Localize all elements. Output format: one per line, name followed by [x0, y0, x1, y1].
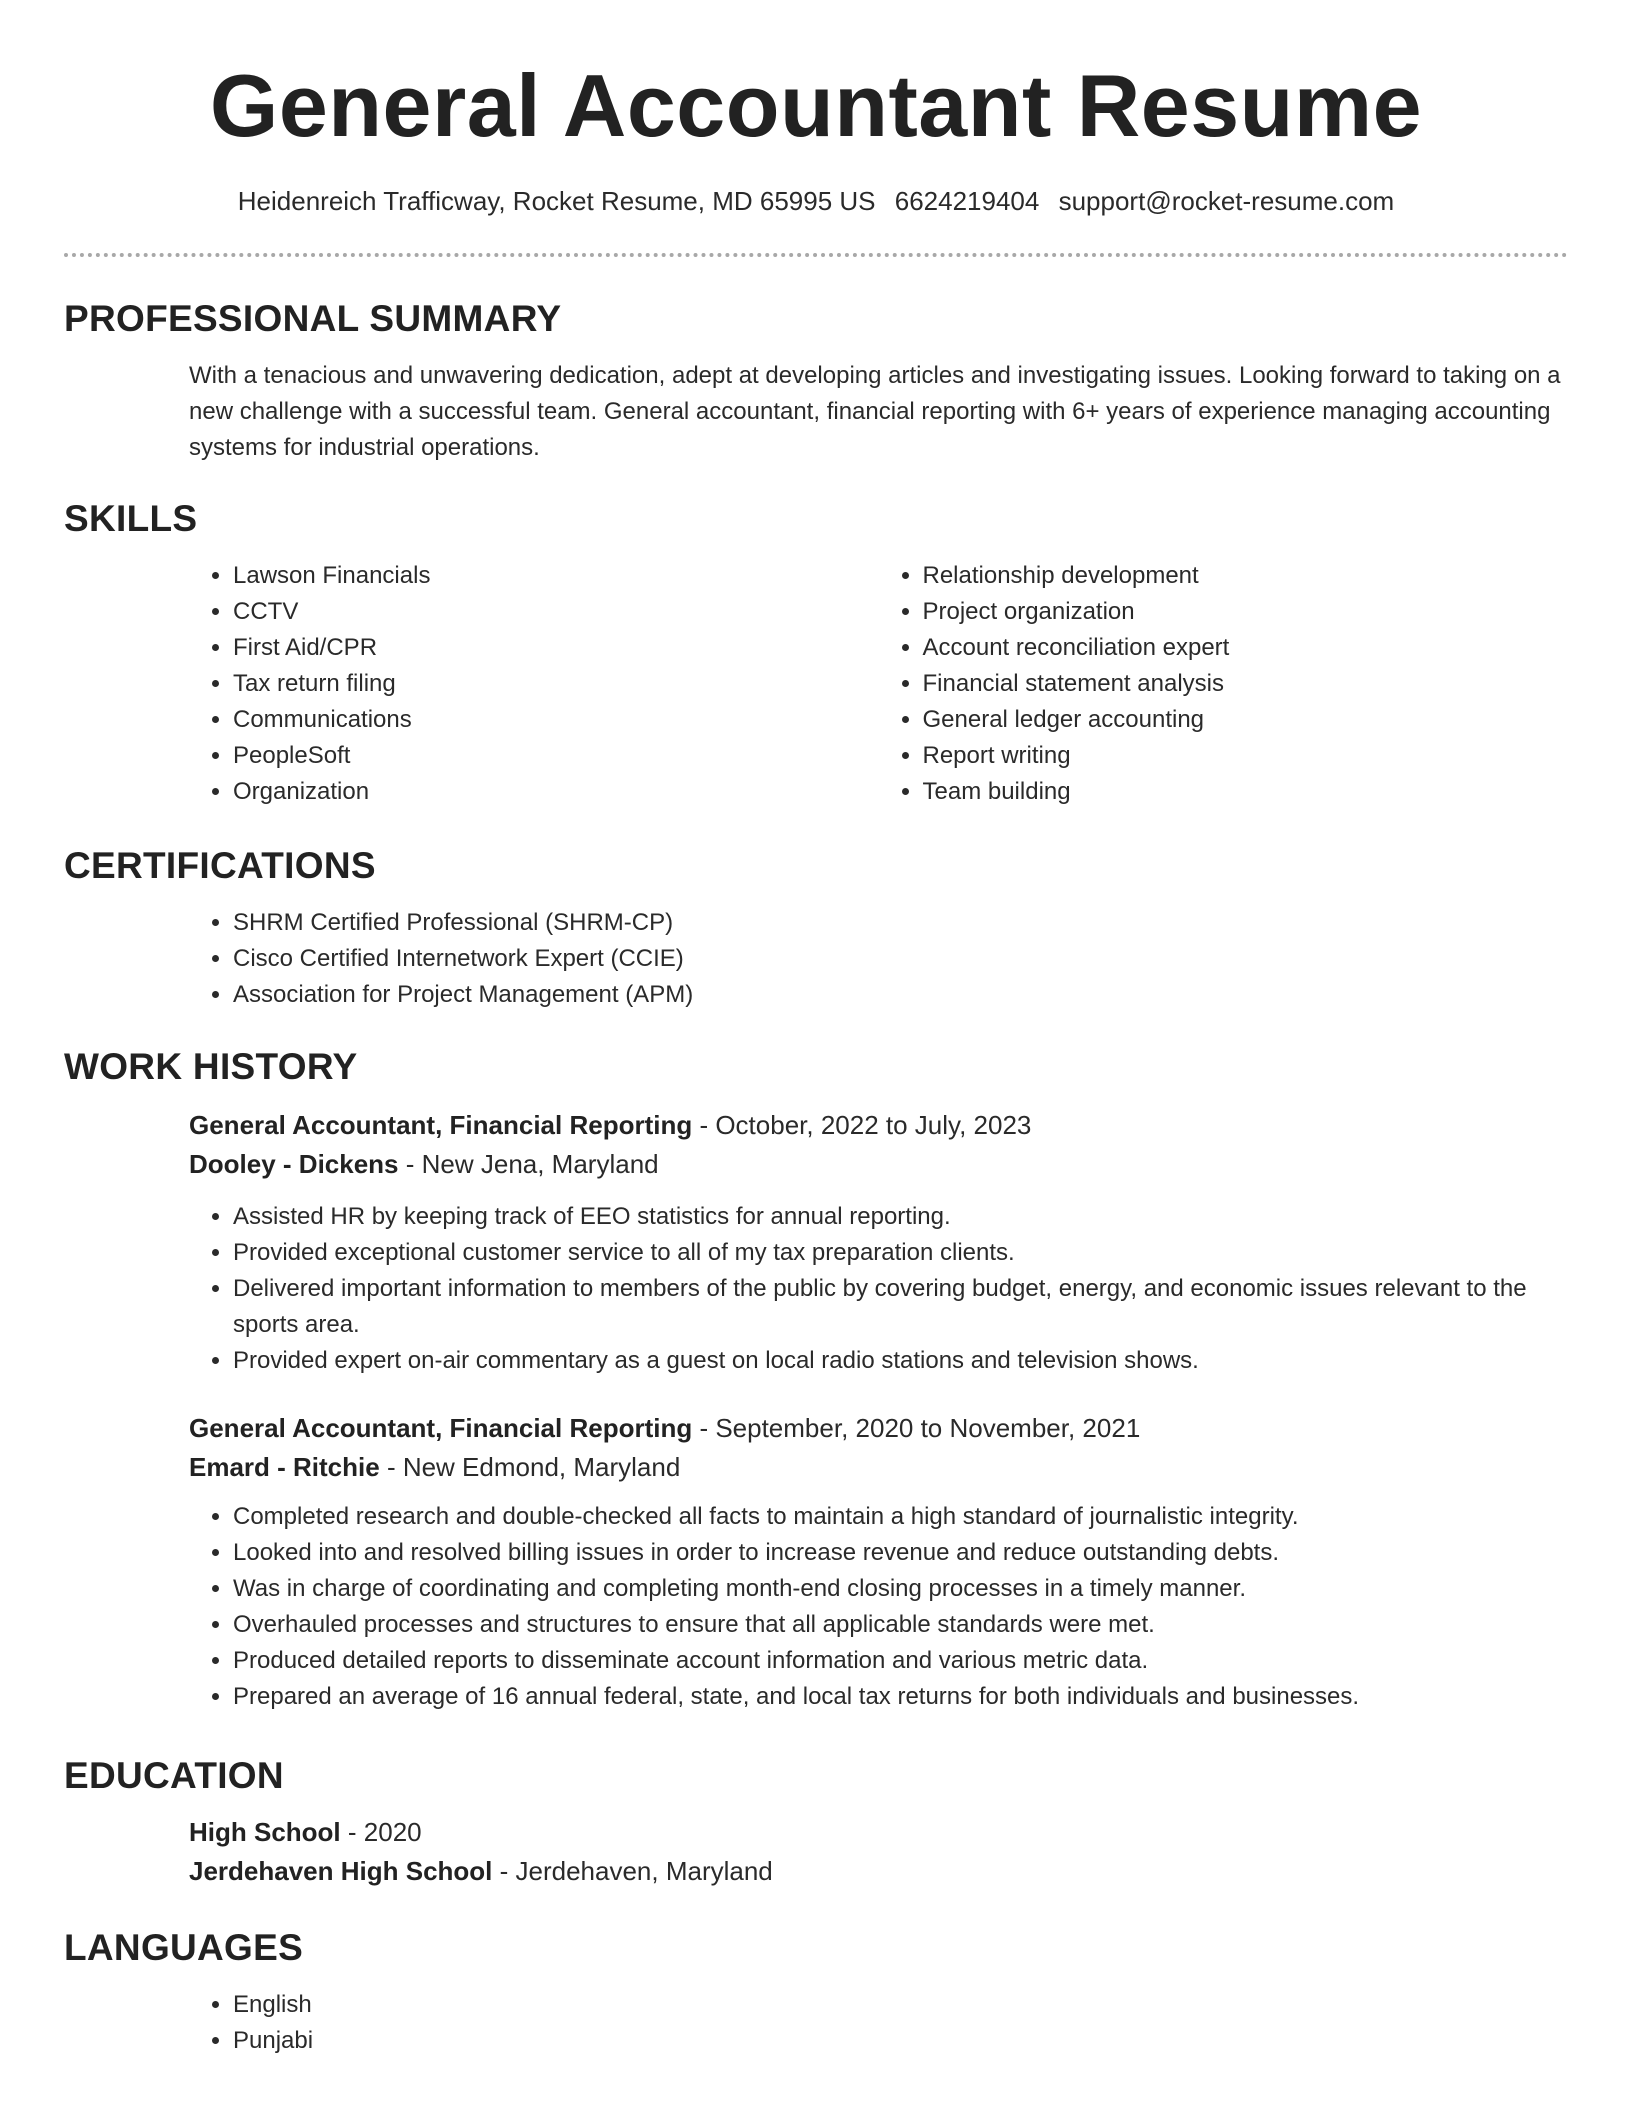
contact-email[interactable]: support@rocket-resume.com [1058, 186, 1395, 216]
contact-phone: 6624219404 [894, 186, 1040, 216]
list-item: • PeopleSoft [233, 738, 879, 774]
languages-list [189, 1987, 1568, 2059]
skills-section [64, 498, 1568, 810]
job-company: Dooley - Dickens [189, 1149, 399, 1179]
list-item: • English [233, 1987, 1568, 2023]
job-title: General Accountant, Financial Reporting [189, 1413, 693, 1443]
resume-page [64, 0, 1568, 2054]
list-item: • Financial statement analysis [923, 666, 1569, 702]
education-year: - 2020 [340, 1817, 422, 1847]
header-divider [64, 253, 1568, 257]
list-item: • Overhauled processes and structures to ensure that all applicable standards were met. [233, 1607, 1568, 1643]
job-title-line [189, 1106, 1568, 1145]
certifications-section [64, 845, 1568, 1013]
list-item: • Completed research and double-checked all facts to maintain a high standard of journalistic integrity. [233, 1499, 1568, 1535]
list-item: • Association for Project Management (APM) [233, 977, 1568, 1013]
resume-title: General Accountant Resume [209, 56, 1423, 155]
job-bullets [189, 1199, 1568, 1379]
list-item: • Team building [923, 774, 1569, 810]
list-item: • Project organization [923, 594, 1569, 630]
job-location: - New Jena, Maryland [398, 1149, 659, 1179]
list-item: • Prepared an average of 16 annual federal, state, and local tax returns for both individuals and businesses. [233, 1679, 1568, 1715]
list-item: • First Aid/CPR [233, 630, 879, 666]
job-entry [189, 1106, 1568, 1379]
list-item: • Account reconciliation expert [923, 630, 1569, 666]
job-company-line [189, 1448, 1568, 1487]
education-school-line [189, 1852, 1568, 1891]
list-item: • SHRM Certified Professional (SHRM-CP) [233, 905, 1568, 941]
list-item: • Was in charge of coordinating and completing month-end closing processes in a timely manner. [233, 1571, 1568, 1607]
job-entry [189, 1409, 1568, 1715]
job-dates: - October, 2022 to July, 2023 [692, 1110, 1032, 1140]
list-item: • Communications [233, 702, 879, 738]
list-item: • Provided exceptional customer service to all of my tax preparation clients. [233, 1235, 1568, 1271]
education-degree: High School [189, 1817, 341, 1847]
list-item: • Relationship development [923, 558, 1569, 594]
list-item: • Produced detailed reports to disseminate account information and various metric data. [233, 1643, 1568, 1679]
job-location: - New Edmond, Maryland [379, 1452, 681, 1482]
list-item: • Cisco Certified Internetwork Expert (CCIE) [233, 941, 1568, 977]
list-item: • Lawson Financials [233, 558, 879, 594]
list-item: • CCTV [233, 594, 879, 630]
certifications-list [189, 905, 1568, 1013]
list-item: • Tax return filing [233, 666, 879, 702]
list-item: • Looked into and resolved billing issues in order to increase revenue and reduce outstanding debts. [233, 1535, 1568, 1571]
job-title-line [189, 1409, 1568, 1448]
education-school: Jerdehaven High School [189, 1856, 493, 1886]
languages-heading: LANGUAGES [64, 1927, 304, 1968]
education-heading: EDUCATION [64, 1755, 284, 1796]
certifications-heading: CERTIFICATIONS [64, 845, 376, 886]
education-section [64, 1755, 1568, 1891]
skills-grid [189, 558, 1568, 810]
education-degree-line [189, 1813, 1568, 1852]
work-history-heading: WORK HISTORY [64, 1046, 358, 1087]
skills-heading: SKILLS [64, 498, 198, 539]
list-item: • Organization [233, 774, 879, 810]
summary-text: With a tenacious and unwavering dedication, adept at developing articles and investigating issues. Looking forward to taking on a new challenge with a successful team. General accountant, financial reporting with 6+ years of experience managing accounting systems for industrial operations. [189, 362, 1561, 461]
job-bullets [189, 1499, 1568, 1715]
work-history-section [64, 1046, 1568, 1715]
job-dates: - September, 2020 to November, 2021 [692, 1413, 1141, 1443]
list-item: • Provided expert on-air commentary as a guest on local radio stations and television shows. [233, 1343, 1568, 1379]
skills-list-left [189, 558, 879, 810]
list-item: • Delivered important information to members of the public by covering budget, energy, and economic issues relevant to the sports area. [233, 1271, 1568, 1343]
contact-address: Heidenreich Trafficway, Rocket Resume, MD 65995 US [237, 186, 876, 216]
job-title: General Accountant, Financial Reporting [189, 1110, 693, 1140]
education-location: - Jerdehaven, Maryland [492, 1856, 773, 1886]
job-company-line [189, 1145, 1568, 1184]
summary-heading: PROFESSIONAL SUMMARY [64, 298, 562, 339]
languages-section [64, 1927, 1568, 2059]
list-item: • Punjabi [233, 2023, 1568, 2059]
list-item: • Assisted HR by keeping track of EEO statistics for annual reporting. [233, 1199, 1568, 1235]
job-company: Emard - Ritchie [189, 1452, 380, 1482]
list-item: • General ledger accounting [923, 702, 1569, 738]
summary-section [64, 298, 1568, 466]
skills-list-right [879, 558, 1569, 810]
contact-line [64, 186, 1568, 217]
list-item: • Report writing [923, 738, 1569, 774]
